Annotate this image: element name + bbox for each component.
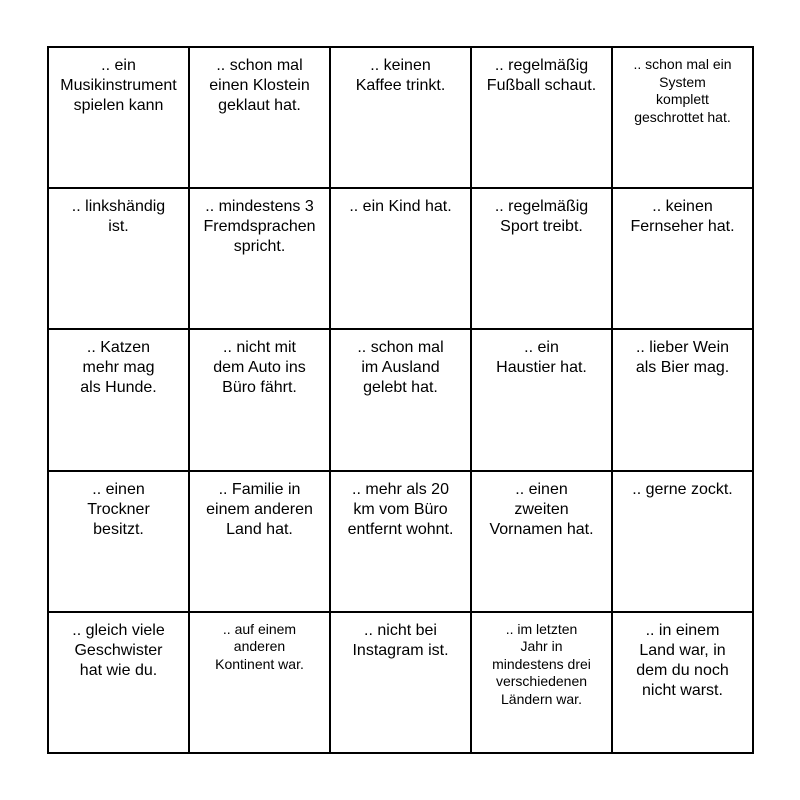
bingo-cell[interactable]: .. ein Kind hat. — [331, 189, 472, 330]
bingo-cell[interactable]: .. schon mal im Ausland gelebt hat. — [331, 330, 472, 471]
bingo-cell[interactable]: .. schon mal einen Klostein geklaut hat. — [190, 48, 331, 189]
bingo-cell[interactable]: .. im letzten Jahr in mindestens drei verschiedenen Ländern war. — [472, 613, 613, 754]
bingo-cell[interactable]: .. lieber Wein als Bier mag. — [613, 330, 754, 471]
bingo-cell[interactable]: .. gerne zockt. — [613, 472, 754, 613]
bingo-cell[interactable]: .. schon mal ein System komplett geschrottet hat. — [613, 48, 754, 189]
bingo-cell[interactable]: .. Katzen mehr mag als Hunde. — [49, 330, 190, 471]
bingo-cell[interactable]: .. ein Musikinstrument spielen kann — [49, 48, 190, 189]
bingo-cell[interactable]: .. gleich viele Geschwister hat wie du. — [49, 613, 190, 754]
bingo-cell[interactable]: .. mindestens 3 Fremdsprachen spricht. — [190, 189, 331, 330]
bingo-cell[interactable]: .. linkshändig ist. — [49, 189, 190, 330]
bingo-cell[interactable]: .. ein Haustier hat. — [472, 330, 613, 471]
bingo-cell[interactable]: .. einen zweiten Vornamen hat. — [472, 472, 613, 613]
bingo-cell[interactable]: .. einen Trockner besitzt. — [49, 472, 190, 613]
bingo-cell[interactable]: .. nicht bei Instagram ist. — [331, 613, 472, 754]
bingo-cell[interactable]: .. nicht mit dem Auto ins Büro fährt. — [190, 330, 331, 471]
bingo-cell[interactable]: .. regelmäßig Fußball schaut. — [472, 48, 613, 189]
bingo-grid — [47, 46, 754, 754]
bingo-cell[interactable]: .. Familie in einem anderen Land hat. — [190, 472, 331, 613]
bingo-cell[interactable]: .. auf einem anderen Kontinent war. — [190, 613, 331, 754]
bingo-cell[interactable]: .. in einem Land war, in dem du noch nicht warst. — [613, 613, 754, 754]
bingo-cell[interactable]: .. keinen Fernseher hat. — [613, 189, 754, 330]
bingo-cell[interactable]: .. regelmäßig Sport treibt. — [472, 189, 613, 330]
bingo-cell[interactable]: .. keinen Kaffee trinkt. — [331, 48, 472, 189]
bingo-cell[interactable]: .. mehr als 20 km vom Büro entfernt wohnt. — [331, 472, 472, 613]
